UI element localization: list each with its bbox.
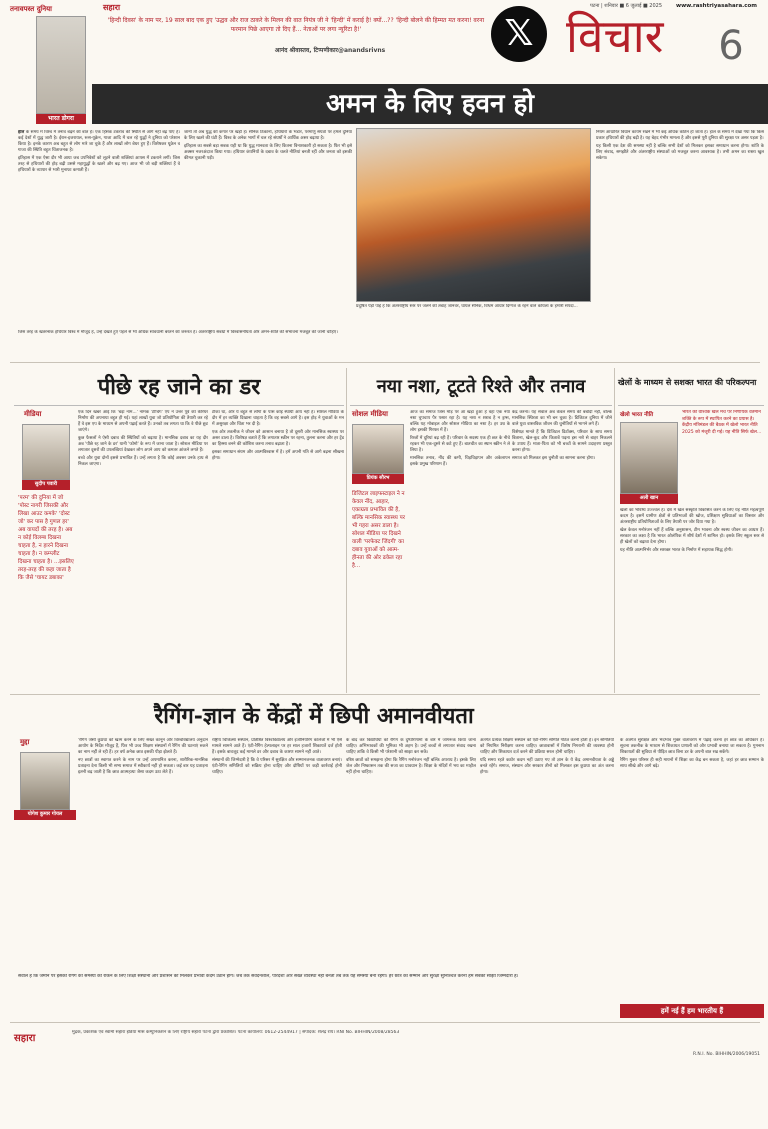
footer-tagline: हमें नई हैं हम भारतीय हैं [620, 1004, 764, 1018]
footer-logo: सहारा [14, 1033, 36, 1044]
article-2-title: नया नशा, टूटते रिश्ते और तनाव [350, 370, 612, 406]
lead-image-war [356, 128, 591, 302]
article-1-author: सुदीप पवारी [22, 480, 70, 490]
article-2-col-2: केंद्र करना। यह सवाल अब केवल समय की बर्बादी नहीं, बल्कि मानसिक स्थिरता का भी बन चुका है। डिजिटल दुनिया में जीने वाले युवा वास्तविक जीवन की चुनौतियों से भागने लगे हैं। विशेषज्ञ मानते हैं कि डिजिटल डिटॉक्स, परिवार के साथ समय बिताना, खेल-कूद और किताबें पढ़ना इस नशे से बाहर निकलने के उपाय हैं। माता-पिता को भी बच्चों के सामने उदाहरण प्रस्तुत करना होगा। समाज को मिलकर इस चुनौती का सामना करना होगा। [512, 410, 612, 461]
lead-headline: अमन के लिए हवन हो [326, 89, 534, 119]
paper-logo-small: सहारा [103, 3, 121, 12]
ragging-col-1: 'रैगिंग जैसी कुप्रथा को खत्म करने के लिए सख्त कानून और विश्वविद्यालय अनुदान आयोग के निर्देश मौजूद हैं, फिर भी उच्च शिक्षण संस्थानों में रैगिंग की घटनाएं रुकने का नाम नहीं ले रही हैं। हर वर्ष अनेक छात्र इसकी पीड़ा झेलते हैं। नए छात्रों का स्वागत करने के नाम पर उन्हें अपमानित करना, शारीरिक-मानसिक प्रताड़ना देना किसी भी सभ्य समाज में स्वीकार्य नहीं हो सकता। कई बार यह प्रताड़ना इतनी बढ़ जाती है कि छात्र आत्महत्या जैसा कदम उठा लेते हैं। [78, 738, 208, 775]
author-photo [36, 16, 86, 114]
ragging-col-3: के बाद कर विद्यार्थियों को रैगिंग के दुष्परिणामों के बारे में जागरूक किया जाना चाहिए। अभिभावकों की भूमिका भी अहम है। उन्हें बच्चों से लगातार संवाद रखना चाहिए ताकि वे किसी भी परेशानी को साझा कर सकें। वरिष्ठ छात्रों को समझना होगा कि रैगिंग मनोरंजन नहीं बल्कि अपराध है। इसके लिए जेल और निष्कासन तक की सजा का प्रावधान है। शिक्षा के मंदिरों में भय का माहौल नहीं होना चाहिए। [346, 738, 476, 775]
lead-col-2: जानी तो अब युद्ध की कगार पर खड़ी है। सैनिक ठिकानों, हथियारों के भंडार, परमाणु संयंत्रों पर हमले दुनिया के लिए खतरे की घंटी हैं। विश्व के अनेक भागों में चल रहे संघर्षों ने आर्थिक असर बढ़ाया है। इतिहास का सबसे बड़ा सबक यही था कि युद्ध मानवता के लिए कितना विनाशकारी हो सकता है। फिर भी इसे अक्सर नजरअंदाज किया गया। हथियार कंपनियों के दबाव के चलते नीतियां बनती रहीं और जनता को इसकी कीमत चुकानी पड़ी। [184, 130, 352, 161]
lead-image-caption: प्रदूषित पेड़ों पाई है कि अंतरराष्ट्रीय स्तर पर जलने की तबाह जानवर, घायल सैनिक, विभ्रम आधार दिग्गज के रहने वाले कोयला के हमारी संपदा... [356, 304, 578, 309]
footer-print-line: मुद्रक, प्रकाशक एवं स्वामी सहारा इंडिया मास कम्युनिकेशन के लिए राष्ट्रीय सहारा पटना द्वारा प्रकाशित। पटना कार्यालय: 0612-2544917 | संपादक: शैलेंद्र राय। RNI No. BIHHIN/2008/28563 [72, 1030, 400, 1035]
tweet-handle: आनंद श्रीवास्तव, टिप्पणीकार@anandsrivns [274, 47, 386, 54]
article-3-tag: खेलो भारत नीति [620, 412, 654, 418]
divider [346, 368, 347, 693]
tweet-text: 'हिन्दी दिवस' के नाम पर, 19 साल बाद एक हुए 'उद्धव और राज ठाकरे के मिलन की वात नियंत्र जी ने 'हिन्दी' में कराई है! क्यों...?? 'हिन्दी बोलने की हिम्मत मत करना! वरना फरमान पिछे आएगा तो दिए हैं... नेताओं पर लगा न्यूरिटा है!' [107, 17, 485, 33]
ragging-tag: मुद्दा [20, 738, 30, 746]
page-number: 6 [718, 23, 744, 69]
divider [10, 1022, 760, 1023]
footer-reg-no: R.N.I. No. BIHHIN/2006/19051 [693, 1052, 760, 1057]
article-1-author-photo [22, 424, 70, 480]
ragging-bottom-strip: सवाल है कि जमीन पर इसकी रैगिंग की समस्या को रोकने के लिए शिक्षा संस्थानों और प्रशासन को मिलकर प्रभावी कदम उठाने होंगे। जब तक संवेदनशील, पारदर्शी और सख्त व्यवस्था नहीं बनती तब तक यह समस्या बनी रहेगी। हर छात्र का सम्मान और सुरक्षा सुनिश्चित करना हम सबकी साझा जिम्मेदारी है। [18, 974, 519, 979]
ragging-col-2: राष्ट्रीय चिकित्सा संस्थान, प्रतिष्ठित विश्वविद्यालय और इंजीनियरिंग कॉलेजों में भी ऐसे मामले सामने आते हैं। एंटी-रैगिंग हेल्पलाइन पर हर साल हजारों शिकायतें दर्ज होती हैं। इसके बावजूद कई मामले डर और दबाव के कारण सामने नहीं आते। संस्थानों की जिम्मेदारी है कि वे परिसर में सुरक्षित और सम्मानजनक वातावरण बनाएं। एंटी-रैगिंग समितियों को सक्रिय होना चाहिए और दोषियों पर कड़ी कार्रवाई होनी चाहिए। [212, 738, 342, 775]
article-2-author-photo [352, 424, 404, 474]
article-1-tag: मीडिया [24, 410, 42, 418]
ragging-headline: रैगिंग-ज्ञान के केंद्रों में छिपी अमानवीयता [154, 703, 474, 729]
article-2-tag: सोशल मीडिया [352, 410, 388, 418]
article-2-author: प्रियंक सौरभ [352, 474, 404, 484]
divider [10, 694, 760, 695]
article-1-quote: 'परम' की दुनिया में जो 'पोस्ट नागरी जिसकी और लिखा आउट कमके' 'दोस्ट जो' कर पास है गुणल हर' अब वायदों की तरह है। अब न कोई विलम्ब दिखना चाहता है, न हारने दिखना चाहता है। न कम्प्लीट दिखना चाहता है। ...इसलिए तरह-तरह की कहा जाता है कि जैसे 'चायट डबाका' [18, 495, 74, 581]
author-photo-label: भारत डोगरा [36, 114, 86, 124]
article-3-body: खेलों का भविष्य उज्ज्वल है। देश में खेल संस्कृति विकसित करने के लिए यह नीति महत्वपूर्ण कदम है। इसमें ग्रामीण क्षेत्रों से प्रतिभाओं की खोज, प्रशिक्षण सुविधाओं का विस्तार और अंतरराष्ट्रीय प्रतियोगिताओं के लिए तैयारी पर जोर दिया गया है। खेल केवल मनोरंजन नहीं हैं बल्कि अनुशासन, टीम भावना और स्वस्थ जीवन का आधार हैं। सरकार का लक्ष्य है कि भारत ओलंपिक में शीर्ष देशों में शामिल हो। इसके लिए स्कूल स्तर से ही खेलों को बढ़ावा देना होगा। यह नीति आत्मनिर्भर और सशक्त भारत के निर्माण में सहायक सिद्ध होगी। [620, 508, 764, 553]
ragging-author-photo [20, 752, 70, 810]
website: www.rashtriyasahara.com [676, 3, 758, 9]
section-title: विचार [566, 9, 664, 63]
ragging-col-4: अंतर्गत प्रत्येक शिक्षण संस्थान को एंटी-रैगिंग समिति गठित करनी होती है। इन समितियों को नियमित निरीक्षण करना चाहिए। छात्रावासों में विशेष निगरानी की व्यवस्था होनी चाहिए और शिकायत दर्ज करने की प्रक्रिया सरल होनी चाहिए। यदि समय रहते कठोर कदम नहीं उठाए गए तो ज्ञान के ये केंद्र अमानवीयता के अड्डे बनते रहेंगे। समाज, संस्थान और सरकार तीनों को मिलकर इस कुप्रथा का अंत करना होगा। [480, 738, 614, 775]
article-2-col-1: आज का समाज जिस मोड़ पर आ खड़ा हुआ है वहां एक नया नशा चुपचाप पैर पसार रहा है। यह नशा न शराब है न ड्रग्स, बल्कि यह मोबाइल और सोशल मीडिया का नशा है। हर उम्र के लोग इसकी गिरफ्त में हैं। रिश्तों में दूरियां बढ़ रही हैं। परिवार के सदस्य एक ही छत के नीचे रहकर भी एक-दूसरे से कटे हुए हैं। बातचीत का स्थान स्क्रीन ने ले लिया है। मानसिक तनाव, नींद की कमी, चिड़चिड़ापन और अकेलापन इसके प्रमुख परिणाम हैं। [410, 410, 510, 467]
article-1-col-1: एक दिन खबर आई कि 'बड़ा नाम...' नामक 'टीचिंग' एप ने उत्तर पूर्व की कैरियर निर्माण की अपनाया बहुत ही गई। यहां लाखों युवा जो प्रतियोगिता की तैयारी कर रहे हैं वे इस एप के माध्यम से अपनी पढ़ाई करते हैं। उनको तब लगता था कि वे पीछे छूट जाएंगे। कुछ फैसलों ने ऐसी दबाव की स्थितियों को बढ़ाया है। मानसिक दबाव का यह दौर अब 'पीछे रह जाने के डर' यानी 'फोमो' के रूप में जाना जाता है। सोशल मीडिया पर लगातार दूसरों की उपलब्धियां देखकर लोग अपने आप को कमतर आंकने लगते हैं। बच्चे और युवा दोनों इससे प्रभावित हैं। उन्हें लगता है कि कोई अवसर उनके हाथ से निकल जाएगा। [78, 410, 208, 467]
lead-bottom-strip: जिस तरह के खतरनाक हथियार विश्व में मौजूद हैं, उन्हें देखते हुए पहले से भी अधिक सावधानी बरतने की जरूरत है। अंतरराष्ट्रीय संबंधों में विश्वासनीयता और अमन-शांति की संभावना मजबूत की जानी चाहिए। [18, 330, 338, 335]
article-3-title: खेलों के माध्यम से सशक्त भारत की परिकल्पना [618, 370, 764, 406]
article-1-col-2: टीका था, और ये बहुत से लोगों के पास कोई स्थायी आय नहीं है। सोशल मीडिया के दौर में हर व्यक्ति दिखाना चाहता है कि वह सबसे आगे है। इस होड़ ने युवाओं के मन में असुरक्षा और चिंता भर दी है। एक ओर तकनीक ने जीवन को आसान बनाया है तो दूसरी ओर मानसिक स्वास्थ्य पर असर डाला है। विशेषज्ञ बताते हैं कि लगातार स्क्रीन पर रहना, तुलना करना और हर ट्रेंड का हिस्सा बनने की कोशिश करना तनाव बढ़ाता है। इसका समाधान संयम और आत्मविश्वास में है। हमें अपनी गति से आगे बढ़ना सीखना होगा। [212, 410, 344, 461]
lead-col-3: नियम आधारित विधान कायम रखने में भी कई अधिक कठिन हो जाता है। हाल के समय में देखा गया कि किस प्रकार हथियारों की होड़ बढ़ी है। यह बेहद गंभीर मामला है और इससे पूरी दुनिया की सुरक्षा पर असर पड़ता है। यह किसी एक देश की समस्या नहीं है बल्कि सभी देशों को मिलकर इसका समाधान करना होगा। शांति के लिए संवाद, समझौते और अंतरराष्ट्रीय संस्थाओं को मजबूत करना आवश्यक है। तभी अमन का रास्ता खुल सकेगा। [596, 130, 764, 161]
x-logo-icon: 𝕏 [491, 6, 547, 62]
article-1-title: पीछे रह जाने का डर [14, 370, 344, 406]
ragging-author: योगेश कुमार गोयल [14, 810, 76, 820]
divider [10, 362, 760, 363]
ragging-col-5: के अंतर्गत सुरक्षित और भेदभाव मुक्त वातावरण में पढ़ाई करना हर छात्र का अधिकार है। सूचना तकनीक के माध्यम से शिकायत प्रणाली को और प्रभावी बनाया जा सकता है। गुमनाम शिकायतों की सुविधा से पीड़ित छात्र बिना डर के अपनी बात रख सकेंगे। रैगिंग मुक्त परिसर ही सही मायनों में शिक्षा का केंद्र बन सकता है, जहां हर छात्र सम्मान के साथ सीखे और आगे बढ़े। [620, 738, 764, 769]
lead-col-1: हाल के समय में विश्व में तनाव बढ़ने की बात है। एक हिंसक टकराव की स्थिति से आगे नहीं बढ़ पाए हैं। कई देशों में युद्ध जारी है। ईरान-इजरायल, रूस-यूक्रेन, गाजा आदि में चल रहे युद्धों ने दुनिया को परेशान किया है। इनके कारण अब बहुत से लोग मारे जा चुके हैं और लाखों लोग बेघर हुए हैं। विशेषकर यूक्रेन व गाजा की स्थिति बहुत चिंताजनक है। इतिहास में एक ऐसा दौर भी आया जब उपनिवेशों को लूटने वाली शक्तियां आपस में टकराने लगीं। जिस तरह से हथियारों की होड़ बढ़ी उससे महायुद्धों के खतरे और बढ़ गए। आज भी जो बड़ी शक्तियां हैं वे हथियारों के व्यापार से भारी मुनाफा कमाती हैं। [18, 130, 180, 173]
article-3-author-photo [620, 422, 678, 494]
article-3-quote: भारत को वैश्विक खेल मंच पर निर्णायक वर्तमान शक्ति के रूप में स्थापित करने का प्रयास है। केंद्रीय मंत्रिमंडल की बैठक में खेलो भारत नीति 2025 को मंजूरी दी गई। यह नीति सिर्फ खेल... [682, 410, 762, 435]
paper-info: पटना | शनिवार ■ 6 जुलाई ■ 2025 [590, 3, 663, 9]
column-tag: तनावपस्त दुनिया [10, 4, 52, 13]
article-2-quote: डिजिटल लाइफस्टाइल ने न केवल नींद, आहार, एकाग्रता प्रभावित की है, बल्कि मानसिक स्वास्थ्य पर भी गहरा असर डाला है। सोशल मीडिया पर दिखने वाली 'परफेक्ट जिंदगी' का दबाव युवाओं को आत्म-हीनता की ओर ढकेल रहा है... [352, 491, 405, 569]
divider [614, 368, 615, 693]
article-3-author: अली खान [620, 494, 678, 504]
